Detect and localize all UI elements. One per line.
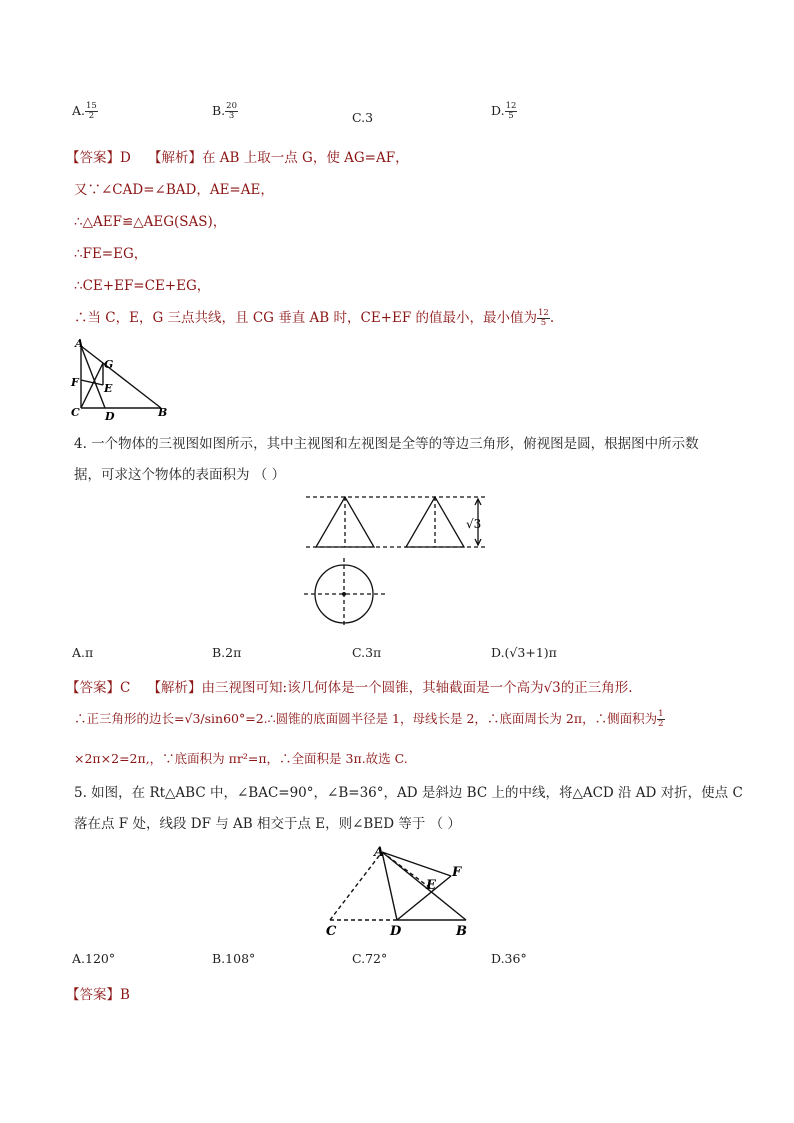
q5-question-line2: 落在点 F 处，线段 DF 与 AB 相交于点 E，则∠BED 等于 （ ） bbox=[74, 816, 461, 832]
label-f: F bbox=[452, 865, 462, 880]
q3-conclusion: ∴当 C，E，G 三点共线，且 CG 垂直 AB 时，CE+EF 的值最小，最小值为 $\frac{12}{5}$ . bbox=[74, 308, 555, 328]
q5-option-d: D.36° bbox=[491, 951, 527, 966]
q3-answer-line: 【答案】D 【解析】在 AB 上取一点 G，使 AG=AF， bbox=[66, 150, 409, 166]
q3-step-2: ∴△AEF≌△AEG(SAS)， bbox=[74, 214, 227, 230]
q3-step-4: ∴CE+EF=CE+EG， bbox=[74, 278, 211, 294]
label-e: E bbox=[104, 382, 113, 395]
label-f: F bbox=[71, 376, 79, 389]
q5-question-line1: 5. 如图，在 Rt△ABC 中，∠BAC=90°，∠B=36°，AD 是斜边 BC 上的中线，将△ACD 沿 AD 对折，使点 C bbox=[74, 785, 743, 801]
q4-question-line2: 据，可求这个物体的表面积为 （ ） bbox=[74, 467, 286, 483]
q3-step-1: 又∵∠CAD=∠BAD，AE=AE， bbox=[74, 182, 274, 198]
q5-answer: 【答案】B bbox=[66, 987, 130, 1003]
q3-option-a: A. $\frac{15}{2}$ bbox=[72, 101, 97, 121]
q4-option-d: D.(√3+1)π bbox=[491, 645, 557, 660]
q5-option-c: C.72° bbox=[352, 951, 388, 966]
q5-option-b: B.108° bbox=[212, 951, 256, 966]
label-d: D bbox=[105, 410, 115, 422]
q4-option-a: A.π bbox=[72, 645, 94, 660]
label-b: B bbox=[456, 924, 467, 939]
q5-option-a: A.120° bbox=[72, 951, 116, 966]
q4-analysis-line2: ∴正三角形的边长=√3/sin60°=2.∴圆锥的底面圆半径是 1，母线长是 2，∴底面周长为 2π，∴侧面积为 $\frac{1}{2}$ bbox=[74, 709, 664, 729]
label-d: D bbox=[390, 924, 402, 939]
label-a: A bbox=[374, 845, 385, 860]
q4-answer-line: 【答案】C 【解析】由三视图可知:该几何体是一个圆锥，其轴截面是一个高为√3的正三角形. bbox=[66, 680, 633, 696]
q4-option-c: C.3π bbox=[352, 645, 382, 660]
q3-triangle-figure bbox=[66, 336, 178, 422]
q4-three-views-figure bbox=[300, 490, 500, 630]
q3-option-b: B. $\frac{20}{3}$ bbox=[212, 101, 237, 121]
label-c: C bbox=[71, 406, 80, 419]
q4-analysis-line3: ×2π×2=2π,，∵底面积为 πr²=π，∴全面积是 3π.故选 C. bbox=[74, 751, 408, 766]
label-a: A bbox=[75, 337, 84, 350]
q4-question-line1: 4. 一个物体的三视图如图所示，其中主视图和左视图是全等的等边三角形，俯视图是圆，根据图中所示数 bbox=[74, 436, 699, 452]
label-c: C bbox=[326, 924, 337, 939]
label-e: E bbox=[426, 878, 436, 893]
q3-option-d: D. $\frac{12}{5}$ bbox=[491, 101, 517, 121]
q5-triangle-figure bbox=[320, 840, 480, 940]
q3-step-3: ∴FE=EG， bbox=[74, 246, 148, 262]
label-b: B bbox=[158, 406, 168, 419]
height-label: √3 bbox=[466, 517, 482, 531]
q4-option-b: B.2π bbox=[212, 645, 242, 660]
label-g: G bbox=[104, 358, 114, 371]
q3-option-c: C.3 bbox=[352, 110, 374, 125]
